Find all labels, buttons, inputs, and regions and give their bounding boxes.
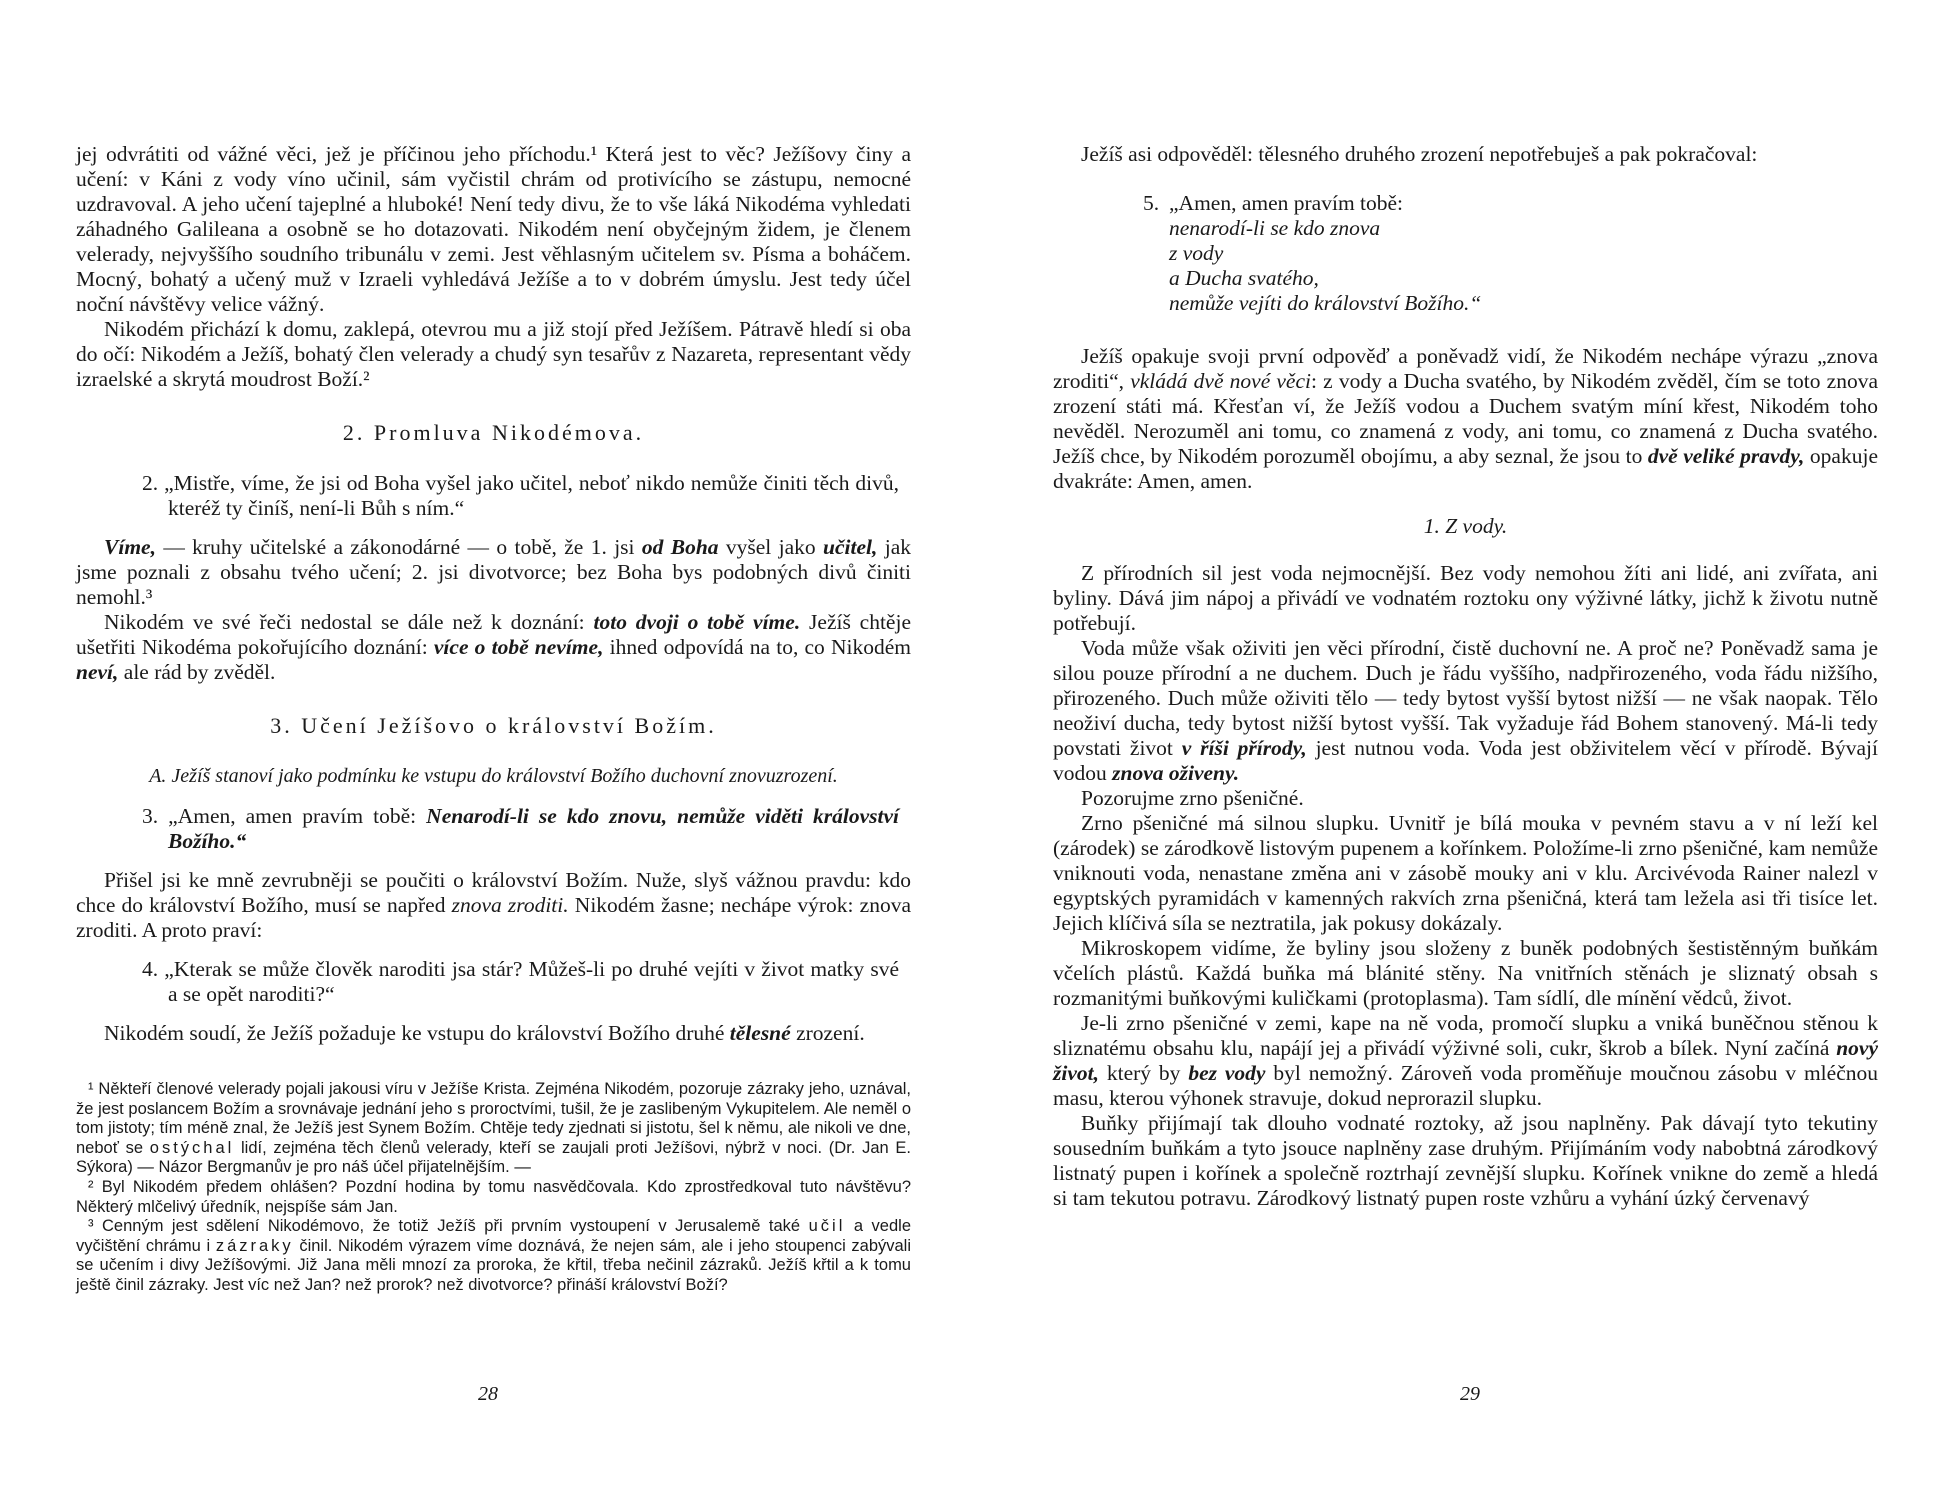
paragraph: Nikodém přichází k domu, zaklepá, otevrou mu a již stojí před Ježíšem. Pátravě hledí si oba do očí: Nikodém a Ježíš, bohatý člen velerady a chudý syn tesařův z Nazareta, representant vědy izraelské a skrytá moudrost Boží.² [76,317,911,391]
emphasis: dvě veliké pravdy, [1647,444,1805,468]
paragraph [76,610,911,685]
verse-line: nenarodí-li se kdo znova [1169,216,1381,240]
emphasis: Nenarodí-li se kdo znovu, nemůže viděti království Božího.“ [168,804,899,853]
verse-line: nemůže vejíti do království Božího.“ [1169,291,1482,315]
text-run: „Amen, amen pravím tobě: [1169,191,1404,215]
text-run: zrození. [790,1021,865,1045]
text-run: jak jsme poznali z obsahu tvého učení; 2. jsi divotvorce; bez Boha bys podobných divů činiti nemohl.³ [76,535,911,609]
paragraph: jej odvrátiti od vážné věci, jež je příčinou jeho příchodu.¹ Která jest to věc? Ježíšovy činy a učení: v Káni z vody víno učinil, sám vyčistil chrám od protivícího se zástupu, nemocné uzdravoval. A jeho učení tajeplné a hluboké! Není tedy divu, že to vše láká Nikodéma vyhledati záhadného Galileana a osobně se ho dotazovati. Nikodém není obyčejným židem, je členem velerady, nejvyššího soudního tribunálu v zemi. Jest věhlasným učitelem sv. Písma a boháčem. Mocný, bohatý a učený muž v Izraeli vyhledává Ježíše a to v dobrém úmyslu. Jest tedy účel noční návštěvy velice vážný. [76,142,911,316]
footnote-3 [76,1217,911,1295]
verse-3 [142,804,899,854]
paragraph [1053,636,1878,786]
section-heading-3: 3. Učení Ježíšovo o království Božím. [270,713,717,738]
emphasis: učitel, [823,535,878,559]
emphasis: tělesné [729,1021,791,1045]
text-run: — kruhy učitelské a zákonodárné — o tobě, že 1. jsi [155,535,642,559]
text-run: ³ Cenným jest sdělení Nikodémovo, že totiž Ježíš při prvním vystoupení v Jerusalemě také [88,1217,809,1236]
emphasis: nový život, [1053,1036,1878,1085]
footnote-1 [76,1080,911,1178]
text-run: opakuje dvakráte: Amen, amen. [1053,444,1878,493]
text-run: : z vody a Ducha svatého, by Nikodém zvěděl, čím se toto znova zrození státi má. Křesťan ví, že Ježíš vodou a Duchem svatým míní křest, Nikodém toho nevěděl. Nerozuměl ani tomu, co znamená z vody, ani tomu, co znamená z Ducha svatého. Ježíš chce, by Nikodém porozuměl obojímu, a aby seznal, že jsou to [1053,369,1878,468]
paragraph [76,535,911,610]
verse-5 [1143,191,1878,316]
paragraph [1053,344,1878,494]
emphasis: Víme, [104,535,156,559]
paragraph [1053,1011,1878,1111]
emphasis: v říši přírody, [1181,736,1307,760]
text-run: Ježíš opakuje svoji první odpověď a poněvadž vidí, že Nikodém nechápe výrazu „znova zroditi“, [1053,344,1878,393]
text-run: Nikodém soudí, že Ježíš požaduje ke vstupu do království Božího druhé [104,1021,730,1045]
paragraph: Zrno pšeničné má silnou slupku. Uvnitř je bílá mouka v pevném stavu a v ní leží kel (zárodek) se zárodkově listovým pupenem a kořínkem. Položíme-li zrno pšeničné, kam nemůže vniknouti voda, nenastane změna ani v zásobě mouky ani v klu. Arcivévoda Rainer nalezl v egyptských pyramidách v kamenných rakvích zrna pšeničná, která tam ležela asi tři tisíce let. Jejich klíčivá síla se neztratila, jak pokusy dokázaly. [1053,811,1878,935]
page-number-left: 28 [478,1383,498,1405]
emphasis: znova zroditi. [451,893,569,917]
verse-line: a Ducha svatého, [1169,266,1319,290]
text-run: 3. „Amen, amen pravím tobě: [142,804,427,828]
text-run: Nikodém žasne; nechápe výrok: znova zroditi. A proto praví: [76,893,911,942]
paragraph: Pozorujme zrno pšeničné. [1081,786,1304,810]
subsection-heading-a: A. Ježíš stanoví jako podmínku ke vstupu do království Božího duchovní znovuzrození. [149,765,838,787]
footnotes [76,1080,911,1296]
paragraph [76,1021,911,1046]
right-page [1053,142,1878,1211]
text-run: lidí, zejména těch členů velerady, kteří se zaujali proti Ježíšovi, nýbrž v noci. (Dr. Jan E. Sýkora) — Názor Bergmanův je pro náš účel přijatelnějším. — [76,1138,911,1177]
verse-number: 5. [1143,191,1160,215]
paragraph: Z přírodních sil jest voda nejmocnější. Bez vody nemohou žíti ani lidé, ani zvířata, ani byliny. Dává jim nápoj a přivádí ve vodnatém roztoku ony výživné látky, jichž k životu nutně potřebují. [1053,561,1878,635]
text-run: jest nutnou voda. Voda jest obživitelem věcí v přírodě. Bývají vodou [1053,736,1878,785]
verse-line [1143,191,1878,216]
text-run: ¹ Někteří členové velerady pojali jakousi víru v Ježíše Krista. Zejména Nikodém, pozoruje zázraky jeho, uznával, že jest poslancem Božím a srovnávaje jednání jeho s proroctvími, tušil, že je zaslibeným Vykupitelem. Ale neměl o tom jistoty; tím méně znal, že Ježíš jest Synem Božím. Chtěje tedy zjednati si jistotu, šel k němu, ale nikoli ve dne, neboť se [76,1080,911,1157]
text-run: činil. Nikodém výrazem víme doznává, že nejen sám, ale i jeho stoupenci zabývali se učením i divy Ježíšovými. Již Jana měli mnozí za proroka, že křtil, třeba nečinil zázraků. Ježíš křtil a k tomu ještě činil zázraky. Jest víc než Jan? než prorok? než divotvorce? přináší království Boží? [76,1236,912,1294]
spaced-emphasis: ostýchal [149,1138,235,1157]
emphasis: toto dvoji o tobě víme. [593,610,801,634]
text-run: byl nemožný. Zároveň voda proměňuje moučnou zásobu v mléčnou masu, kterou výhonek stravuje, dokud neprorazil slupku. [1053,1061,1878,1110]
emphasis: znova oživeny. [1112,761,1240,785]
emphasis: od Boha [641,535,719,559]
emphasis: vkládá dvě nové věci [1130,369,1311,393]
paragraph: Buňky přijímají tak dlouho vodnaté roztoky, až jsou naplněny. Pak dávají tyto tekutiny sousedním buňkám a tyto jsouce naplněny zase druhým. Přijímáním vody nabobtná zárodkový listnatý pupen i kořínek a společně roztrhají zevnější slupku. Kořínek vnikne do země a hledá si tam tekutou potravu. Zárodkový listnatý pupen roste vzhůru a vyhání úzký červenavý [1053,1111,1878,1210]
subsection-heading: 1. Z vody. [1423,514,1508,538]
text-run: který by [1098,1061,1189,1085]
text-run: Ježíš chtěje ušetřiti Nikodéma pokořujícího doznání: [76,610,911,659]
footnote-2: ² Byl Nikodém předem ohlášen? Pozdní hodina by tomu nasvědčovala. Kdo zprostředkoval tuto návštěvu? Některý mlčelivý úředník, nejspíše sám Jan. [76,1177,911,1216]
verse-4: 4. „Kterak se může člověk naroditi jsa stár? Můžeš-li po druhé vejíti v život matky své a se opět naroditi?“ [142,957,899,1006]
page-number-right: 29 [1460,1383,1480,1405]
left-page [76,142,911,1296]
text-run: vyšel jako [718,535,824,559]
emphasis: bez vody [1188,1061,1266,1085]
paragraph: Mikroskopem vidíme, že byliny jsou složeny z buněk podobných šestistěnným buňkám včelích plástů. Každá buňka má blánité stěny. Na vnitřních stěnách je sliznatý obsah s rozmanitými buňkovými kuličkami (protoplasma). Tam sídlí, dle mínění vědců, život. [1053,936,1878,1010]
text-run: Nikodém ve své řeči nedostal se dále než k doznání: [104,610,594,634]
verse-line: z vody [1169,241,1224,265]
section-heading-2: 2. Promluva Nikodémova. [342,420,645,445]
spaced-emphasis: zázraky [215,1236,294,1255]
text-run: a vedle vyčištění chrámu i [76,1217,911,1255]
emphasis: neví, [76,660,119,684]
emphasis: více o tobě nevíme, [433,635,604,659]
text-run: Je-li zrno pšeničné v zemi, kape na ně voda, promočí slupku a vniká buněčnou stěnou k sliznatému obsahu klu, napájí jej a přivádí výživné soli, cukr, škrob a bílek. Nyní začíná [1053,1011,1878,1060]
text-run: ihned odpovídá na to, co Nikodém [603,635,911,659]
paragraph [76,868,911,943]
text-run: Přišel jsi ke mně zevrubněji se poučiti o království Božím. Nuže, slyš vážnou pravdu: kdo chce do království Božího, musí se napřed [76,868,911,917]
text-run: ale rád by zvěděl. [118,660,276,684]
text-run: Voda může však oživiti jen věci přírodní, čistě duchovní ne. A proč ne? Poněvadž sama je silou pouze přírodní a ne duchem. Duch je řádu vyššího, nadpřirozeného, voda řádu nižšího, přirozeného. Duch může oživiti tělo — tedy bytost vyšší bytost nižší — ne však naopak. Tělo neoživí ducha, tedy bytost nižší bytost vyšší. Tak vyžaduje řád Bohem stanovený. Má-li tedy povstati život [1053,636,1878,760]
verse-2: 2. „Mistře, víme, že jsi od Boha vyšel jako učitel, neboť nikdo nemůže činiti těch divů, kteréž ty činíš, není-li Bůh s ním.“ [142,471,899,520]
paragraph: Ježíš asi odpověděl: tělesného druhého zrození nepotřebuješ a pak pokračoval: [1081,142,1758,166]
spaced-emphasis: učil [808,1217,846,1236]
